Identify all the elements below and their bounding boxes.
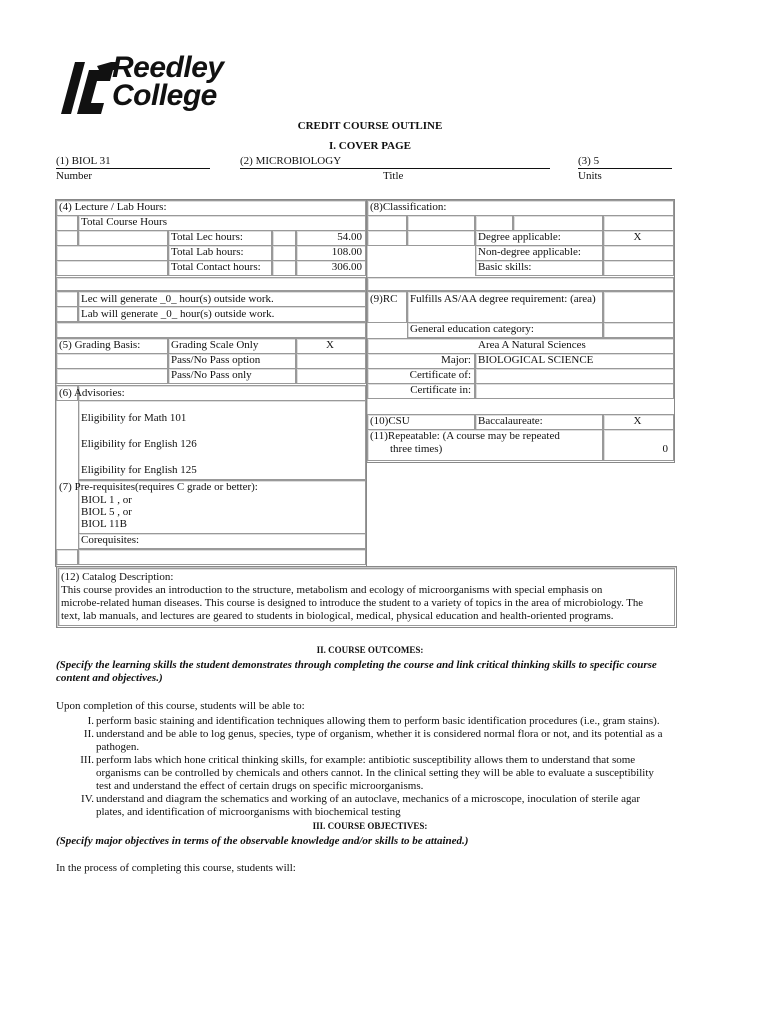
outcome-text: perform basic staining and identification techniques allowing them to perform basic identification procedures (i.e., gram stains).	[96, 715, 660, 727]
section-cover-page: I. COVER PAGE	[329, 140, 411, 152]
hours-heading: (4) Lecture / Lab Hours:	[59, 201, 167, 213]
non-degree-label: Non-degree applicable:	[478, 246, 581, 258]
total-course-hours: Total Course Hours	[81, 216, 167, 228]
outcome-text: organisms can be controlled by chemicals and others cannot. In the clinical setting they will be able to evaluate a susceptibility	[96, 767, 654, 779]
rc-label: (9)RC	[370, 293, 398, 305]
prereq-item: BIOL 11B	[81, 518, 127, 530]
fulfills-as-aa-label: Fulfills AS/AA degree requirement: (area)	[410, 293, 596, 305]
major-value: BIOLOGICAL SCIENCE	[478, 354, 594, 366]
lab-hours-label: Total Lab hours:	[171, 246, 244, 258]
document-title: CREDIT COURSE OUTLINE	[297, 120, 443, 132]
outcome-number: I.	[87, 715, 94, 727]
catalog-line: text, lab manuals, and lectures are geared to students in biological, medical, physical education and health-oriented programs.	[61, 610, 614, 622]
advisories-label: (6) Advisories:	[59, 387, 125, 399]
course-number: (1) BIOL 31	[56, 155, 111, 167]
college-logo-text: Reedley College	[112, 51, 224, 112]
outcome-number: III.	[80, 754, 94, 766]
catalog-line: microbe-related human diseases. This course is designed to introduce the student to a variety of topics in the area of microbiology. The	[61, 597, 644, 609]
pass-no-pass-option: Pass/No Pass option	[171, 354, 261, 366]
outcome-text: understand and diagram the schematics and working of an autoclave, mechanics of a microscope, inoculation of sterile agar	[96, 793, 640, 805]
units-label: Units	[578, 170, 602, 182]
outcome-text: perform labs which hone critical thinking skills, for example: antibiotic susceptibility allows them to understand that some	[96, 754, 636, 766]
outcomes-heading: II. COURSE OUTCOMES:	[316, 645, 424, 655]
course-title: (2) MICROBIOLOGY	[240, 155, 342, 167]
outcome-text: pathogen.	[96, 741, 140, 753]
major-label: Major:	[441, 354, 471, 366]
advisory-math: Eligibility for Math 101	[81, 412, 187, 424]
pass-no-pass-only: Pass/No Pass only	[171, 369, 252, 381]
baccalaureate-label: Baccalaureate:	[478, 415, 543, 427]
grading-scale-mark: X	[326, 339, 334, 351]
objectives-heading: III. COURSE OBJECTIVES:	[312, 821, 428, 831]
prereq-label: (7) Pre-requisites(requires C grade or better):	[59, 481, 258, 493]
outcomes-instructions-2: content and objectives.)	[56, 672, 163, 684]
outcomes-intro: Upon completion of this course, students will be able to:	[56, 700, 305, 712]
repeatable-value: 0	[662, 443, 668, 455]
lec-outside-work: Lec will generate _0_ hour(s) outside work.	[81, 293, 274, 305]
advisory-english-125: Eligibility for English 125	[81, 464, 197, 476]
baccalaureate-mark: X	[633, 415, 642, 427]
ge-area: Area A Natural Sciences	[478, 339, 586, 351]
classification-label: (8)Classification:	[370, 201, 447, 213]
outcomes-instructions: (Specify the learning skills the student demonstrates through completing the course and link critical thinking skills to specific course	[56, 659, 657, 671]
objectives-instructions: (Specify major objectives in terms of the observable knowledge and/or skills to be attained.)	[56, 835, 469, 847]
outcome-text: test and understand the effect of certain drugs on specific microorganisms.	[96, 780, 424, 792]
corequisites-label: Corequisites:	[81, 534, 140, 546]
outcome-number: II.	[83, 728, 94, 740]
title-label: Title	[383, 170, 404, 182]
certificate-of-label: Certificate of:	[409, 369, 471, 381]
grading-scale-only: Grading Scale Only	[171, 339, 259, 351]
number-label: Number	[56, 170, 93, 182]
basic-skills-label: Basic skills:	[478, 261, 532, 273]
advisory-english-126: Eligibility for English 126	[81, 438, 197, 450]
grading-basis-label: (5) Grading Basis:	[59, 339, 141, 351]
course-units: (3) 5	[578, 155, 600, 167]
lec-hours-value: 54.00	[337, 231, 362, 243]
outcome-number: IV.	[81, 793, 94, 805]
repeatable-label: (11)Repeatable: (A course may be repeated	[370, 430, 560, 442]
catalog-line: This course provides an introduction to the structure, metabolism and ecology of microorganisms with special emphasis on	[61, 584, 603, 596]
repeatable-label-2: three times)	[390, 443, 443, 455]
outcome-text: plates, and identification of microorganisms with biochemical testing	[96, 806, 401, 818]
ge-category-label: General education category:	[410, 323, 534, 335]
prereq-item: BIOL 1 , or	[81, 494, 132, 506]
csu-label: (10)CSU	[370, 415, 410, 427]
degree-applicable-mark: X	[633, 231, 642, 243]
contact-hours-value: 306.00	[331, 261, 362, 273]
lab-hours-value: 108.00	[331, 246, 362, 258]
objectives-intro: In the process of completing this course, students will:	[56, 862, 296, 874]
outcome-text: understand and be able to log genus, species, type of organism, whether it is considered normal flora or not, and its potential as a	[96, 728, 663, 740]
contact-hours-label: Total Contact hours:	[171, 261, 261, 273]
lab-outside-work: Lab will generate _0_ hour(s) outside work.	[81, 308, 275, 320]
catalog-label: (12) Catalog Description:	[61, 571, 174, 583]
prereq-item: BIOL 5 , or	[81, 506, 132, 518]
lec-hours-label: Total Lec hours:	[171, 231, 243, 243]
certificate-in-label: Certificate in:	[410, 384, 471, 396]
degree-applicable-label: Degree applicable:	[478, 231, 561, 243]
